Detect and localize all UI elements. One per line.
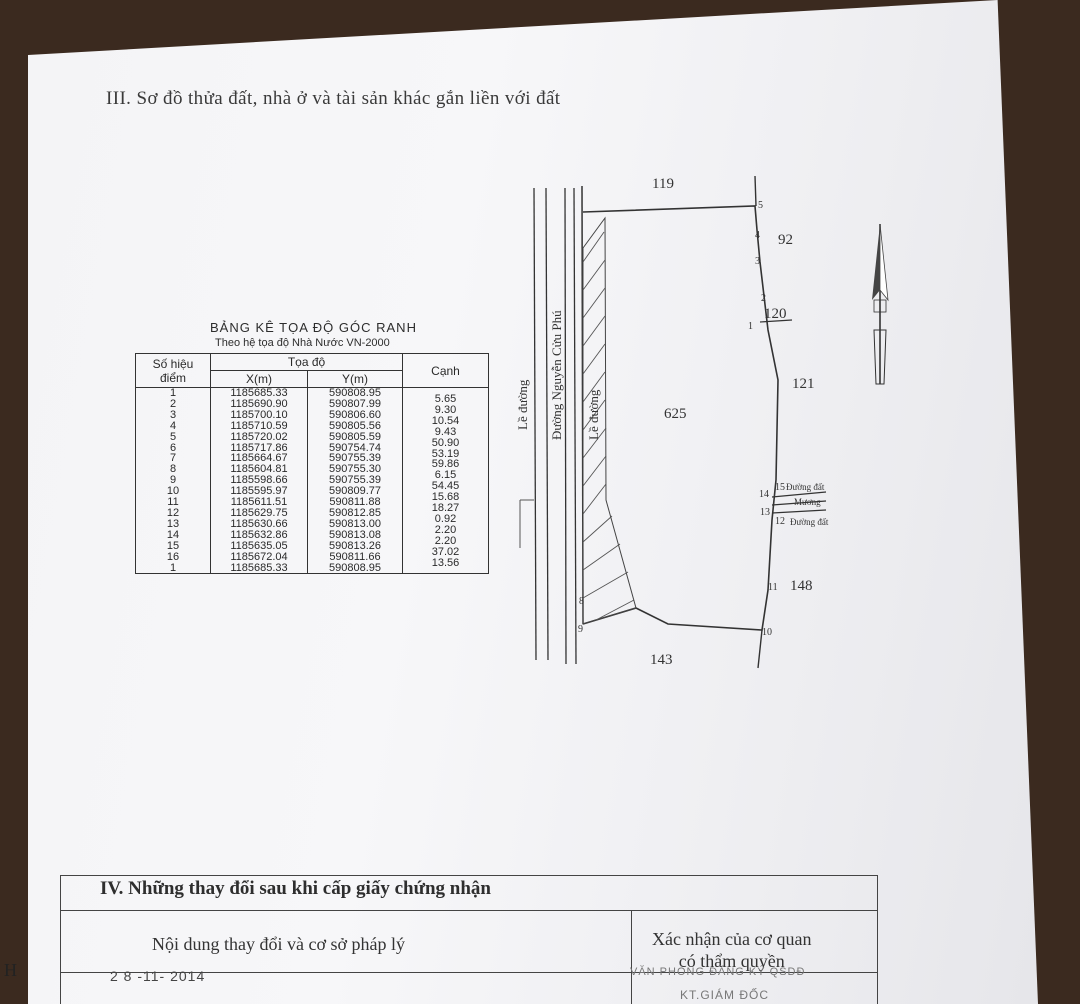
edge-length-value: 37.02 [431, 545, 460, 558]
point-label: 8 [579, 596, 584, 607]
point-label: 9 [578, 624, 583, 635]
point-label: 1 [748, 321, 753, 332]
header-y: Y(m) [308, 371, 403, 388]
x-coordinate-cell: 1185630.66 [211, 519, 308, 530]
coord-table-subtitle: Theo hệ tọa độ Nhà Nước VN-2000 [215, 337, 390, 349]
edge-length-value: 9.43 [434, 425, 457, 438]
point-label: 13 [760, 507, 770, 518]
edge-length-value: 0.92 [434, 512, 457, 525]
north-arrow-icon [872, 224, 888, 384]
point-number-cell: 6 [136, 443, 211, 454]
neighbor-parcel-121: 121 [792, 376, 815, 392]
x-coordinate-cell: 1185685.33 [211, 563, 308, 574]
neighbor-parcel-148: 148 [790, 578, 813, 594]
coord-table-title: BẢNG KÊ TỌA ĐỘ GÓC RANH [210, 320, 417, 335]
point-number-cell: 16 [136, 552, 211, 563]
point-label: 11 [768, 582, 778, 593]
section-3-heading: III. Sơ đồ thửa đất, nhà ở và tài sản khác gắn liền với đất [106, 88, 561, 109]
neighbor-parcel-north: 119 [652, 176, 674, 192]
edge-length-value: 2.20 [434, 534, 457, 547]
point-number-cell: 1 [136, 388, 211, 399]
road-edge-line [546, 188, 548, 660]
edge-length-value: 9.30 [434, 403, 457, 416]
point-number-cell: 2 [136, 399, 211, 410]
road-edge-line [574, 188, 576, 664]
edge-length-value: 50.90 [431, 436, 460, 449]
y-coordinate-cell: 590813.00 [308, 519, 403, 530]
point-number-cell: 10 [136, 486, 211, 497]
edge-length-value: 18.27 [431, 502, 460, 515]
margin-mark: H [4, 960, 17, 980]
point-number-cell: 1 [136, 563, 211, 574]
dirt-road-label: Đường đất [790, 517, 829, 527]
point-label: 15 [775, 482, 785, 493]
y-coordinate-cell: 590755.30 [308, 464, 403, 475]
roadside-label-left: Lề đường [515, 379, 530, 430]
authority-confirmation-line1: Xác nhận của cơ quan [652, 929, 812, 949]
x-coordinate-cell: 1185690.90 [211, 399, 308, 410]
edge-length-value: 6.15 [434, 469, 457, 482]
edge-length-value: 13.56 [431, 556, 460, 569]
authority-confirmation-line2: có thẩm quyền [678, 951, 785, 971]
y-coordinate-cell: 590805.56 [308, 421, 403, 432]
x-coordinate-cell: 1185685.33 [211, 388, 308, 399]
point-label: 10 [762, 627, 772, 638]
x-coordinate-cell: 1185604.81 [211, 464, 308, 475]
stamp-office-text: VĂN PHÒNG ĐĂNG KÝ QSDĐ [630, 966, 806, 978]
point-number-cell: 3 [136, 410, 211, 421]
x-coordinate-cell: 1185595.97 [211, 486, 308, 497]
point-number-cell: 11 [136, 497, 211, 508]
y-coordinate-cell: 590755.39 [308, 453, 403, 464]
neighbor-parcel-92: 92 [778, 232, 793, 248]
point-number-cell: 8 [136, 464, 211, 475]
y-coordinate-cell: 590811.66 [308, 552, 403, 563]
point-number-cell: 14 [136, 530, 211, 541]
neighbor-boundary [755, 176, 756, 206]
point-number-cell: 12 [136, 508, 211, 519]
point-label: 2 [761, 293, 766, 304]
y-coordinate-cell: 590806.60 [308, 410, 403, 421]
header-x: X(m) [211, 371, 308, 388]
x-coordinate-cell: 1185632.86 [211, 530, 308, 541]
change-date: 2 8 -11- 2014 [110, 968, 206, 984]
x-coordinate-cell: 1185710.59 [211, 421, 308, 432]
neighbor-parcel-south: 143 [650, 652, 673, 668]
parcel-main-number: 625 [664, 406, 687, 422]
y-coordinate-cell: 590813.08 [308, 530, 403, 541]
header-edge-length: Cạnh [403, 354, 489, 388]
y-coordinate-cell: 590808.95 [308, 388, 403, 399]
edge-length-value: 10.54 [431, 414, 460, 427]
header-coordinates: Tọa độ [211, 354, 403, 371]
edge-length-value: 54.45 [431, 480, 460, 493]
point-number-cell: 13 [136, 519, 211, 530]
road-edge-line [534, 188, 536, 660]
header-point-number: Số hiệu điểm [136, 354, 211, 388]
point-label: 14 [759, 489, 769, 500]
dirt-road-label: Đường đất [786, 482, 825, 492]
edge-length-value: 2.20 [434, 523, 457, 536]
y-coordinate-cell: 590813.26 [308, 541, 403, 552]
road-edge-line [565, 188, 566, 664]
feature-labels [786, 482, 829, 527]
edge-length-value: 15.68 [431, 491, 460, 504]
dirt-road-line [772, 510, 826, 513]
ditch-label: Mương [794, 497, 821, 507]
point-number-cell: 5 [136, 432, 211, 443]
point-label: 5 [758, 200, 763, 211]
point-label: 4 [755, 230, 760, 241]
point-label: 12 [775, 516, 785, 527]
roadside-label-right: Lề đường [586, 389, 601, 440]
street-name-label: Đường Nguyễn Cửu Phú [549, 310, 564, 440]
x-coordinate-cell: 1185720.02 [211, 432, 308, 443]
x-coordinate-cell: 1185629.75 [211, 508, 308, 519]
edge-length-value: 5.65 [434, 393, 457, 405]
y-coordinate-cell: 590808.95 [308, 563, 403, 574]
point-label: 3 [755, 256, 760, 267]
y-coordinate-cell: 590809.77 [308, 486, 403, 497]
x-coordinate-cell: 1185700.10 [211, 410, 308, 421]
point-number-cell: 15 [136, 541, 211, 552]
stamp-director-text: KT.GIÁM ĐỐC [680, 988, 770, 1002]
y-coordinate-cell: 590812.85 [308, 508, 403, 519]
y-coordinate-cell: 590805.59 [308, 432, 403, 443]
x-coordinate-cell: 1185635.05 [211, 541, 308, 552]
x-coordinate-cell: 1185672.04 [211, 552, 308, 563]
y-coordinate-cell: 590754.74 [308, 443, 403, 454]
y-coordinate-cell: 590807.99 [308, 399, 403, 410]
edge-length-value: 59.86 [431, 458, 460, 471]
y-coordinate-cell: 590755.39 [308, 475, 403, 486]
y-coordinate-cell: 590811.88 [308, 497, 403, 508]
neighbor-parcel-120: 120 [764, 306, 787, 322]
edge-length-value: 53.19 [431, 447, 460, 460]
x-coordinate-cell: 1185611.51 [211, 497, 308, 508]
x-coordinate-cell: 1185717.86 [211, 443, 308, 454]
change-content-header: Nội dung thay đổi và cơ sở pháp lý [152, 934, 406, 954]
x-coordinate-cell: 1185664.67 [211, 453, 308, 464]
point-number-cell: 4 [136, 421, 211, 432]
x-coordinate-cell: 1185598.66 [211, 475, 308, 486]
point-number-cell: 7 [136, 453, 211, 464]
section-4-heading: IV. Những thay đổi sau khi cấp giấy chứng nhận [100, 878, 491, 899]
point-number-cell: 9 [136, 475, 211, 486]
